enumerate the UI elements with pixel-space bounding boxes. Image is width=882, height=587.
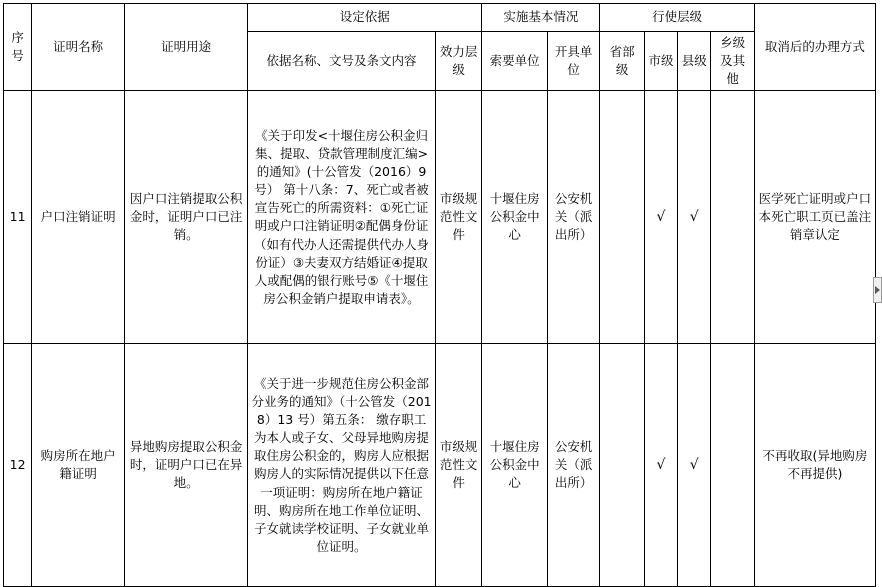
chevron-right-icon — [875, 286, 880, 294]
certificate-list-table — [3, 3, 876, 587]
header-implement-group: 实施基本情况 — [482, 4, 600, 32]
header-basis-group: 设定依据 — [248, 4, 482, 32]
cell-cert-use: 因户口注销提取公积金时，证明户口已注销。 — [125, 91, 248, 344]
header-seq: 序号 — [4, 4, 32, 91]
cell-require-unit: 十堰住房公积金中心 — [482, 344, 548, 587]
cell-level-ministry — [600, 91, 644, 344]
header-cert-name: 证明名称 — [32, 4, 125, 91]
cell-seq: 12 — [4, 344, 32, 587]
header-power-group: 行使层级 — [600, 4, 754, 32]
cell-basis-detail: 《关于进一步规范住房公积金部分业务的通知》（十公管发（2018）13 号）第五条： 缴存职工为本人或子女、父母异地购房提取住房公积金的，购房人应根据购房人的实际情况提供以下任意一项证明：购房所在地户籍证明、购房所在地工作单位证明、子女就读学校证明、子女就业单位证明。 — [248, 344, 436, 587]
cell-issue-unit: 公安机关（派出所） — [547, 91, 599, 344]
cell-level-township — [711, 91, 754, 344]
header-cert-use: 证明用途 — [125, 4, 248, 91]
header-after-cancel: 取消后的办理方式 — [754, 4, 875, 91]
cell-require-unit: 十堰住房公积金中心 — [482, 91, 548, 344]
cell-level-city: √ — [644, 344, 677, 587]
header-issue-unit: 开具单位 — [547, 32, 599, 91]
cell-level-township — [711, 344, 754, 587]
cell-cert-name: 购房所在地户籍证明 — [32, 344, 125, 587]
table-row — [4, 91, 876, 344]
header-effect-level: 效力层级 — [435, 32, 481, 91]
cell-level-city: √ — [644, 91, 677, 344]
header-basis-detail: 依据名称、文号及条文内容 — [248, 32, 436, 91]
cell-level-ministry — [600, 344, 644, 587]
cell-issue-unit: 公安机关（派出所） — [547, 344, 599, 587]
header-level-city: 市级 — [644, 32, 677, 91]
cell-after-cancel: 不再收取(异地购房不再提供) — [754, 344, 875, 587]
table-header-row-1 — [4, 4, 876, 32]
cell-after-cancel: 医学死亡证明或户口本死亡职工页已盖注销章认定 — [754, 91, 875, 344]
header-level-county: 县级 — [678, 32, 711, 91]
table-row — [4, 344, 876, 587]
cell-seq: 11 — [4, 91, 32, 344]
scroll-right-arrow-icon[interactable] — [873, 277, 882, 303]
cell-cert-use: 异地购房提取公积金时，证明户口已在异地。 — [125, 344, 248, 587]
cell-basis-detail: 《关于印发<十堰住房公积金归集、提取、贷款管理制度汇编>的通知》(十公管发（2016）9 号） 第十八条：7、死亡或者被宣告死亡的所需资料：①死亡证明或户口注销证明②配偶身份证（如有代办人还需提供代办人身份证）③夫妻双方结婚证④提取人或配偶的银行账号⑤《十堰住房公积金销户提取申请表》。 — [248, 91, 436, 344]
cell-level-county: √ — [678, 344, 711, 587]
cell-effect-level: 市级规范性文件 — [435, 91, 481, 344]
cell-level-county: √ — [678, 91, 711, 344]
header-level-township: 乡级及其他 — [711, 32, 754, 91]
header-require-unit: 索要单位 — [482, 32, 548, 91]
document-page — [0, 3, 882, 574]
cell-effect-level: 市级规范性文件 — [435, 344, 481, 587]
header-level-ministry: 省部级 — [600, 32, 644, 91]
cell-cert-name: 户口注销证明 — [32, 91, 125, 344]
